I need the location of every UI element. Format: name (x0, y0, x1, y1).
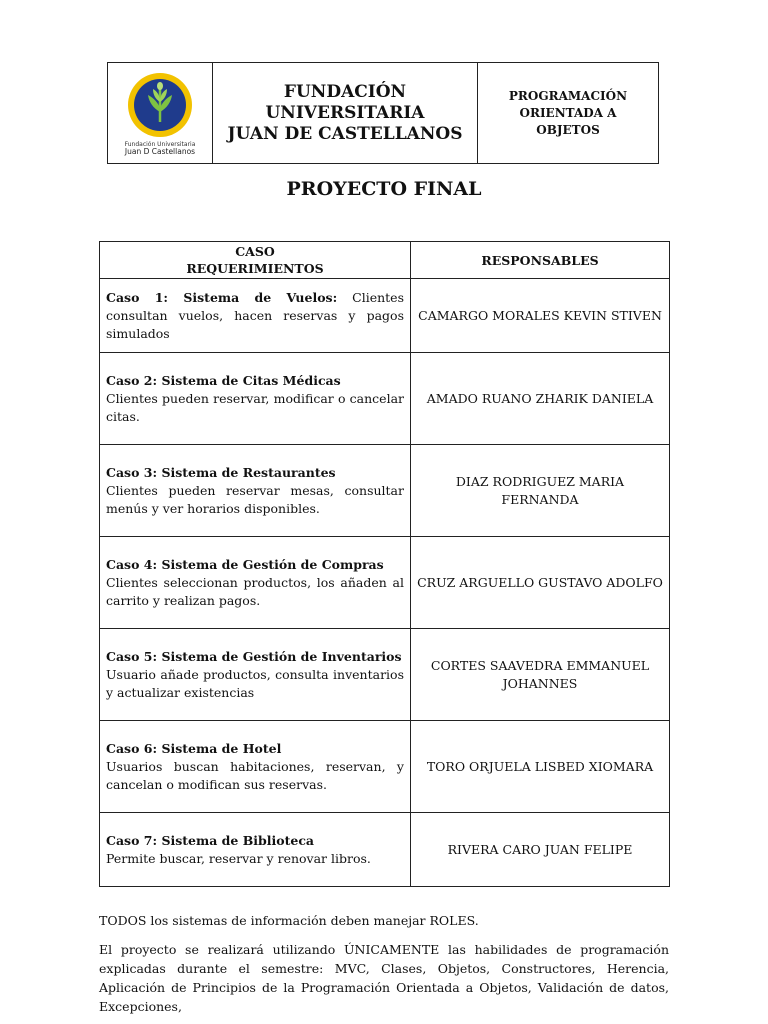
responsible-cell: CAMARGO MORALES KEVIN STIVEN (411, 279, 670, 353)
column-header-cases: CASO REQUERIMIENTOS (100, 242, 411, 279)
table-row (100, 445, 670, 537)
logo-text-line2: Juan D Castellanos (124, 146, 196, 156)
case-description: Permite buscar, reservar y renovar libros. (106, 850, 371, 866)
column-header-responsibles: RESPONSABLES (411, 242, 670, 279)
case-description: Usuarios buscan habitaciones, reservan, y cancelan o modifican sus reservas. (106, 758, 404, 792)
case-title: Caso 3: Sistema de Restaurantes (106, 464, 336, 480)
methodology-paragraph: El proyecto se realizará utilizando ÚNICAMENTE las habilidades de programación explicadas durante el semestre: MVC, Clases, Objetos, Constructores, Herencia, Aplicación de Principios de la Programación Orientada a Objetos, Validación de datos, Excepciones, (99, 942, 669, 1014)
table-row (100, 721, 670, 813)
table-row (100, 353, 670, 445)
case-description: Clientes pueden reservar mesas, consultar menús y ver horarios disponibles. (106, 482, 404, 516)
case-title: Caso 6: Sistema de Hotel (106, 740, 282, 756)
case-requirement-cell (100, 353, 411, 445)
responsible-cell: CORTES SAAVEDRA EMMANUEL JOHANNES (411, 629, 670, 721)
case-title: Caso 7: Sistema de Biblioteca (106, 832, 315, 848)
responsible-cell: AMADO RUANO ZHARIK DANIELA (411, 353, 670, 445)
case-requirement-cell (100, 813, 411, 887)
table-header-row (100, 242, 670, 279)
roles-note: TODOS los sistemas de información deben manejar ROLES. (99, 913, 479, 928)
case-requirement-cell (100, 537, 411, 629)
case-description: Clientes consultan vuelos, hacen reservas y pagos simulados (106, 289, 404, 341)
case-requirement-cell (100, 279, 411, 353)
case-requirement-cell (100, 629, 411, 721)
table-row (100, 813, 670, 887)
table-row (100, 537, 670, 629)
case-description: Clientes pueden reservar, modificar o cancelar citas. (106, 390, 404, 424)
case-title: Caso 1: Sistema de Vuelos: (106, 289, 338, 305)
case-requirement-cell (100, 445, 411, 537)
logo-text-line1: Fundación Universitaria (124, 140, 196, 148)
header-table (107, 62, 659, 164)
institution-name: FUNDACIÓN UNIVERSITARIA JUAN DE CASTELLANOS (213, 63, 478, 164)
table-row (100, 629, 670, 721)
case-description: Clientes seleccionan productos, los añaden al carrito y realizan pagos. (106, 574, 404, 608)
responsible-cell: DIAZ RODRIGUEZ MARIA FERNANDA (411, 445, 670, 537)
course-name: PROGRAMACIÓN ORIENTADA A OBJETOS (478, 63, 659, 164)
case-title: Caso 2: Sistema de Citas Médicas (106, 372, 341, 388)
logo-cell (108, 63, 213, 164)
institution-logo (108, 72, 212, 155)
responsible-cell: RIVERA CARO JUAN FELIPE (411, 813, 670, 887)
case-title: Caso 4: Sistema de Gestión de Compras (106, 556, 384, 572)
case-title: Caso 5: Sistema de Gestión de Inventarios (106, 648, 402, 664)
logo-emblem-icon (127, 72, 193, 138)
case-requirement-cell (100, 721, 411, 813)
page-title: PROYECTO FINAL (286, 178, 482, 200)
case-description: Usuario añade productos, consulta inventarios y actualizar existencias (106, 666, 404, 700)
table-row (100, 279, 670, 353)
cases-table (99, 241, 670, 887)
responsible-cell: TORO ORJUELA LISBED XIOMARA (411, 721, 670, 813)
responsible-cell: CRUZ ARGUELLO GUSTAVO ADOLFO (411, 537, 670, 629)
